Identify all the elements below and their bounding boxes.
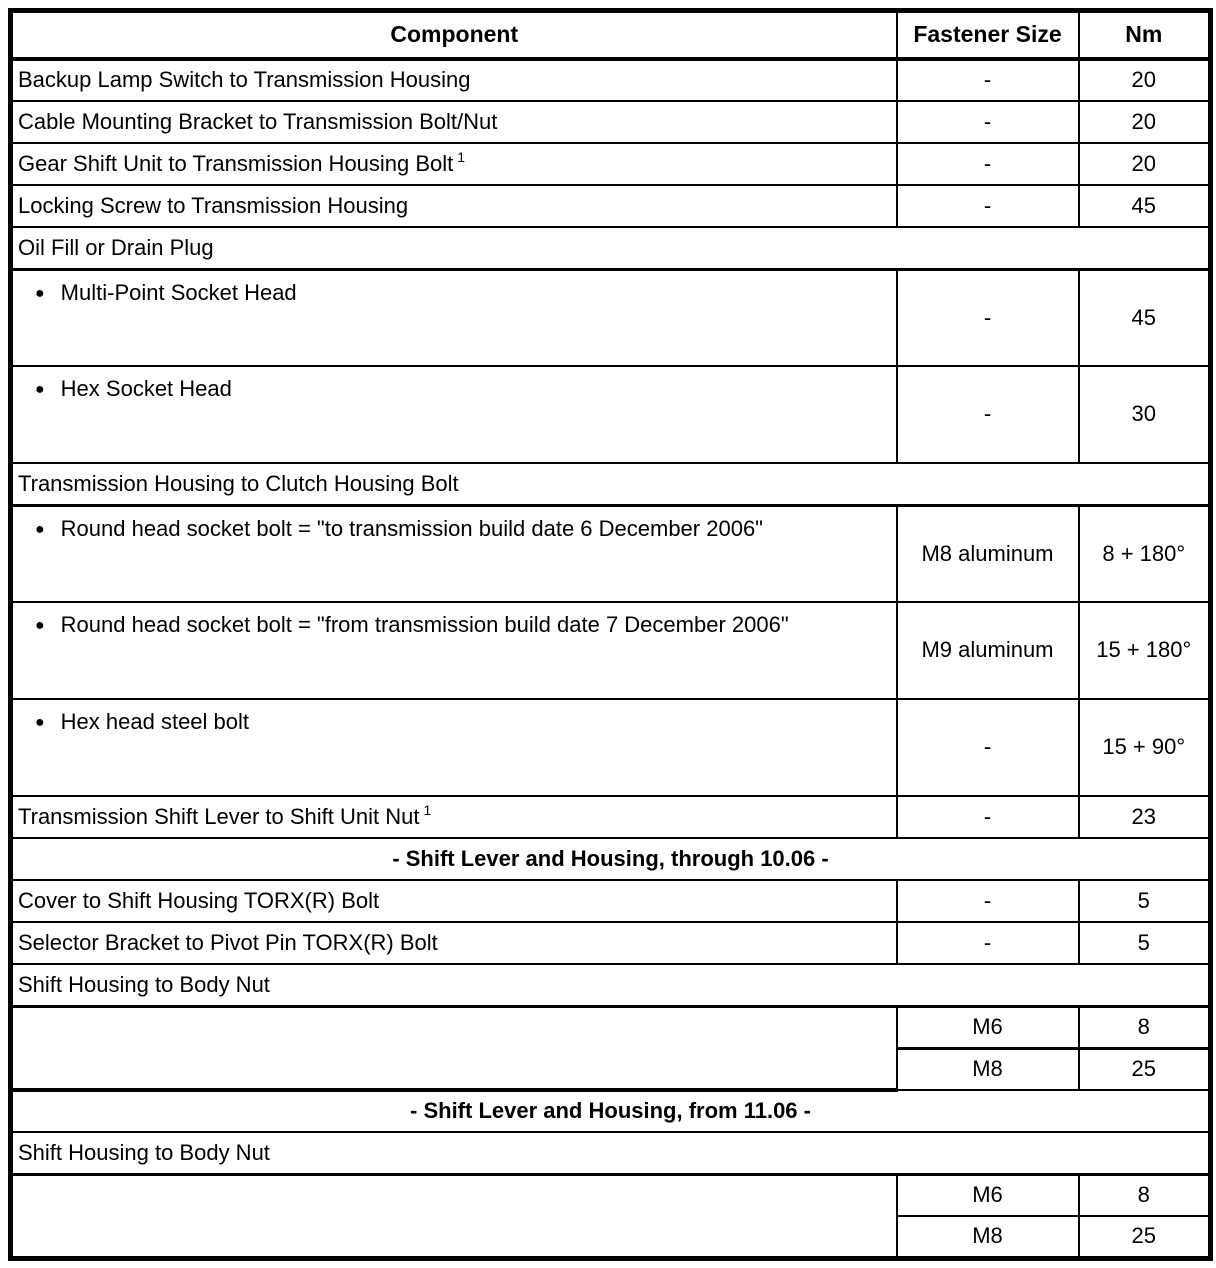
column-header-fastener-size: Fastener Size [897,11,1079,60]
table-row [11,922,1211,964]
component-label: Selector Bracket to Pivot Pin TORX(R) Bolt [18,929,438,955]
fastener-size-cell: - [897,699,1079,796]
fastener-size-cell: M6 [897,1006,1079,1048]
component-label: Cable Mounting Bracket to Transmission Bolt/Nut [18,108,498,134]
table-row [11,796,1211,838]
fastener-size-cell: - [897,269,1079,366]
nm-cell: 45 [1079,185,1211,227]
nm-cell: 15 + 180° [1079,602,1211,699]
header-row [11,11,1211,60]
group-label-cell: Shift Housing to Body Nut [11,964,1211,1006]
nm-cell: 25 [1079,1048,1211,1090]
table-row [11,602,1211,699]
fastener-size-cell: M8 aluminum [897,505,1079,602]
component-label: Gear Shift Unit to Transmission Housing Bolt [18,150,454,176]
table-row [11,185,1211,227]
manual-page [8,8,1213,1261]
subgroup-row [11,1174,1211,1216]
fastener-size-cell: - [897,185,1079,227]
nm-cell: 5 [1079,880,1211,922]
nm-cell: 8 + 180° [1079,505,1211,602]
component-label: Backup Lamp Switch to Transmission Housing [18,67,471,93]
fastener-size-cell: M9 aluminum [897,602,1079,699]
section-header-cell: - Shift Lever and Housing, through 10.06 - [11,838,1211,880]
fastener-size-cell: - [897,796,1079,838]
component-cell [11,505,897,602]
nm-cell: 5 [1079,922,1211,964]
table-row [11,699,1211,796]
component-label: Transmission Shift Lever to Shift Unit Nut [18,803,420,829]
nm-cell: 20 [1079,101,1211,143]
group-label-row [11,227,1211,269]
component-cell [11,143,897,185]
footnote-marker: 1 [423,802,432,819]
component-label: Hex head steel bolt [60,709,250,734]
torque-spec-table [8,8,1213,1261]
component-cell [11,366,897,463]
nm-cell: 30 [1079,366,1211,463]
table-row [11,366,1211,463]
nm-cell: 20 [1079,143,1211,185]
table-row [11,269,1211,366]
group-label-row [11,463,1211,505]
bullet-icon: ● [35,520,45,538]
component-label: Cover to Shift Housing TORX(R) Bolt [18,887,380,913]
group-label-cell: Oil Fill or Drain Plug [11,227,1211,269]
group-label-row [11,1132,1211,1174]
column-header-nm: Nm [1079,11,1211,60]
fastener-size-cell: - [897,101,1079,143]
table-row [11,880,1211,922]
component-label: Round head socket bolt = "from transmission build date 7 December 2006" [60,612,789,637]
section-header-row [11,838,1211,880]
bullet-icon: ● [35,714,45,731]
subgroup-row [11,1006,1211,1048]
fastener-size-cell: - [897,59,1079,101]
fastener-size-cell: M8 [897,1216,1079,1258]
component-label: Multi-Point Socket Head [60,279,297,305]
fastener-size-cell: - [897,366,1079,463]
nm-cell: 20 [1079,59,1211,101]
component-cell [11,59,897,101]
component-cell [11,269,897,366]
nm-cell: 25 [1079,1216,1211,1258]
fastener-size-cell: - [897,880,1079,922]
component-label: Locking Screw to Transmission Housing [18,192,409,218]
column-header-component: Component [11,11,897,60]
nm-cell: 8 [1079,1006,1211,1048]
group-label-cell: Shift Housing to Body Nut [11,1132,1211,1174]
bullet-icon: ● [35,617,45,634]
component-cell-empty [11,1006,897,1090]
section-header-cell: - Shift Lever and Housing, from 11.06 - [11,1090,1211,1132]
component-cell [11,602,897,699]
table-row [11,143,1211,185]
fastener-size-cell: - [897,922,1079,964]
component-label: Hex Socket Head [60,376,232,401]
table-row [11,59,1211,101]
fastener-size-cell: M6 [897,1174,1079,1216]
fastener-size-cell: - [897,143,1079,185]
nm-cell: 23 [1079,796,1211,838]
component-label: Round head socket bolt = "to transmission build date 6 December 2006" [60,515,763,541]
component-cell [11,796,897,838]
group-label-cell: Transmission Housing to Clutch Housing Bolt [11,463,1211,505]
component-cell [11,880,897,922]
bullet-icon: ● [35,284,45,302]
component-cell [11,101,897,143]
component-cell [11,699,897,796]
table-row [11,101,1211,143]
nm-cell: 45 [1079,269,1211,366]
fastener-size-cell: M8 [897,1048,1079,1090]
nm-cell: 15 + 90° [1079,699,1211,796]
footnote-marker: 1 [457,149,466,166]
component-cell [11,185,897,227]
component-cell-empty [11,1174,897,1258]
bullet-icon: ● [35,381,45,398]
group-label-row [11,964,1211,1006]
nm-cell: 8 [1079,1174,1211,1216]
component-cell [11,922,897,964]
table-row [11,505,1211,602]
section-header-row [11,1090,1211,1132]
